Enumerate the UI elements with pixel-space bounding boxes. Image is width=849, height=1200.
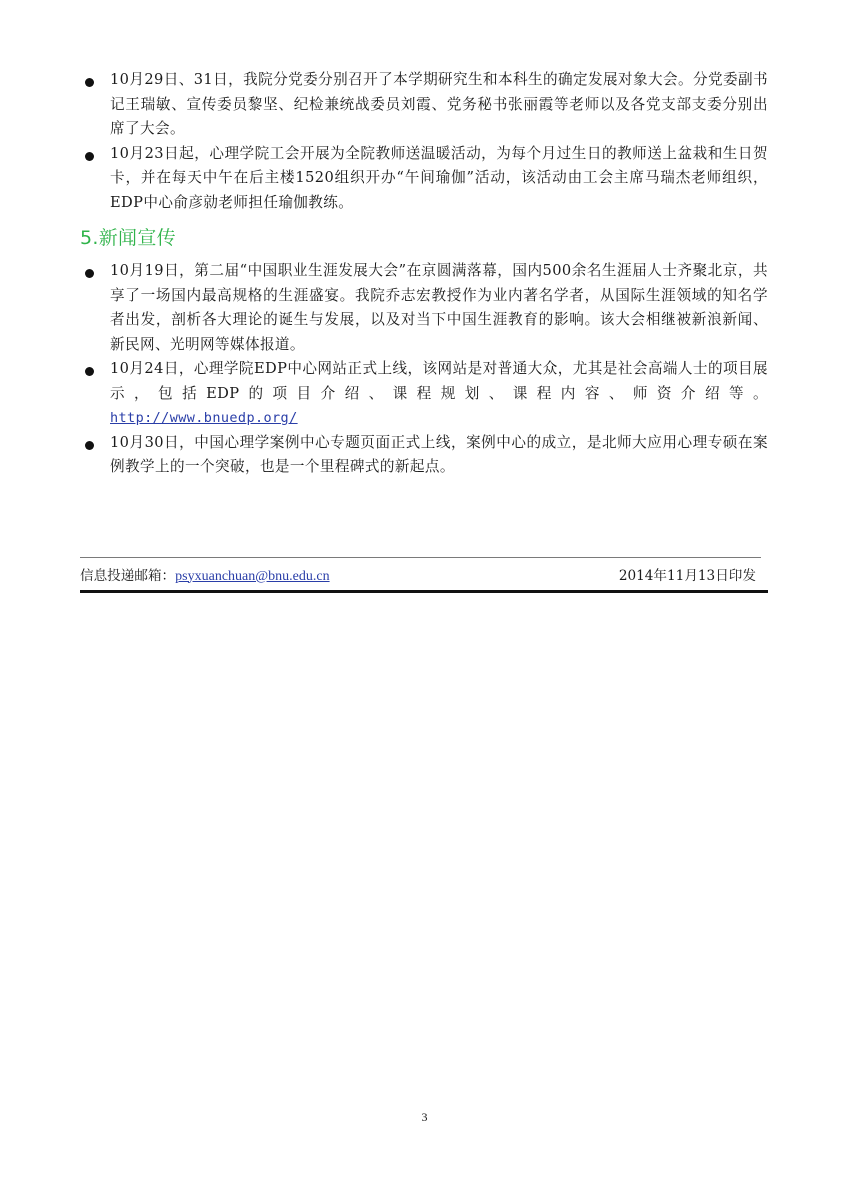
footer-contact [80, 564, 330, 585]
list-item-text: 10月24日，心理学院EDP中心网站正式上线，该网站是对普通大众，尤其是社会高端人士的项目展示，包括EDP的项目介绍、课程规划、课程内容、师资介绍等。 [110, 360, 768, 402]
list-item-body [110, 357, 768, 431]
bullet-icon [85, 441, 94, 450]
list-item [80, 357, 768, 431]
page-footer [80, 557, 768, 593]
list-item [80, 68, 768, 142]
page-content [80, 68, 768, 480]
list-item-text: 10月19日，第二届“中国职业生涯发展大会”在京圆满落幕，国内500余名生涯届人士齐聚北京，共享了一场国内最高规格的生涯盛宴。我院乔志宏教授作为业内著名学者，从国际生涯领域的知名学者出发，剖析各大理论的诞生与发展，以及对当下中国生涯教育的影响。该大会相继被新浪新闻、新民网、光明网等媒体报道。 [110, 262, 768, 353]
footer-divider-thick [80, 590, 768, 593]
bullet-icon [85, 269, 94, 278]
bullet-icon [85, 152, 94, 161]
website-link[interactable]: http://www.bnuedp.org/ [110, 410, 298, 426]
footer-row [80, 558, 768, 590]
list-item [80, 259, 768, 357]
list-item-text: 10月29日、31日，我院分党委分别召开了本学期研究生和本科生的确定发展对象大会。分党委副书记王瑞敏、宣传委员黎坚、纪检兼统战委员刘霞、党务秘书张丽霞等老师以及各党支部支委分别出席了大会。 [110, 71, 768, 137]
list-item-text: 10月30日，中国心理学案例中心专题页面正式上线，案例中心的成立，是北师大应用心理专硕在案例教学上的一个突破，也是一个里程碑式的新起点。 [110, 433, 768, 475]
email-link[interactable]: psyxuanchuan@bnu.edu.cn [175, 568, 330, 584]
section-heading: 5.新闻宣传 [80, 227, 176, 249]
list-item [80, 431, 768, 480]
page-number: 3 [421, 1110, 428, 1124]
email-label: 信息投递邮箱： [80, 567, 176, 584]
issue-date: 2014年11月13日印发 [618, 568, 756, 584]
bullet-icon [85, 367, 94, 376]
list-item-text: 10月23日起，心理学院工会开展为全院教师送温暖活动，为每个月过生日的教师送上盆栽和生日贺卡，并在每天中午在后主楼1520组织开办“午间瑜伽”活动，该活动由工会主席马瑞杰老师组织，EDP中心俞彦勍老师担任瑜伽教练。 [110, 144, 768, 211]
list-item [80, 142, 768, 216]
bullet-icon [85, 78, 94, 87]
